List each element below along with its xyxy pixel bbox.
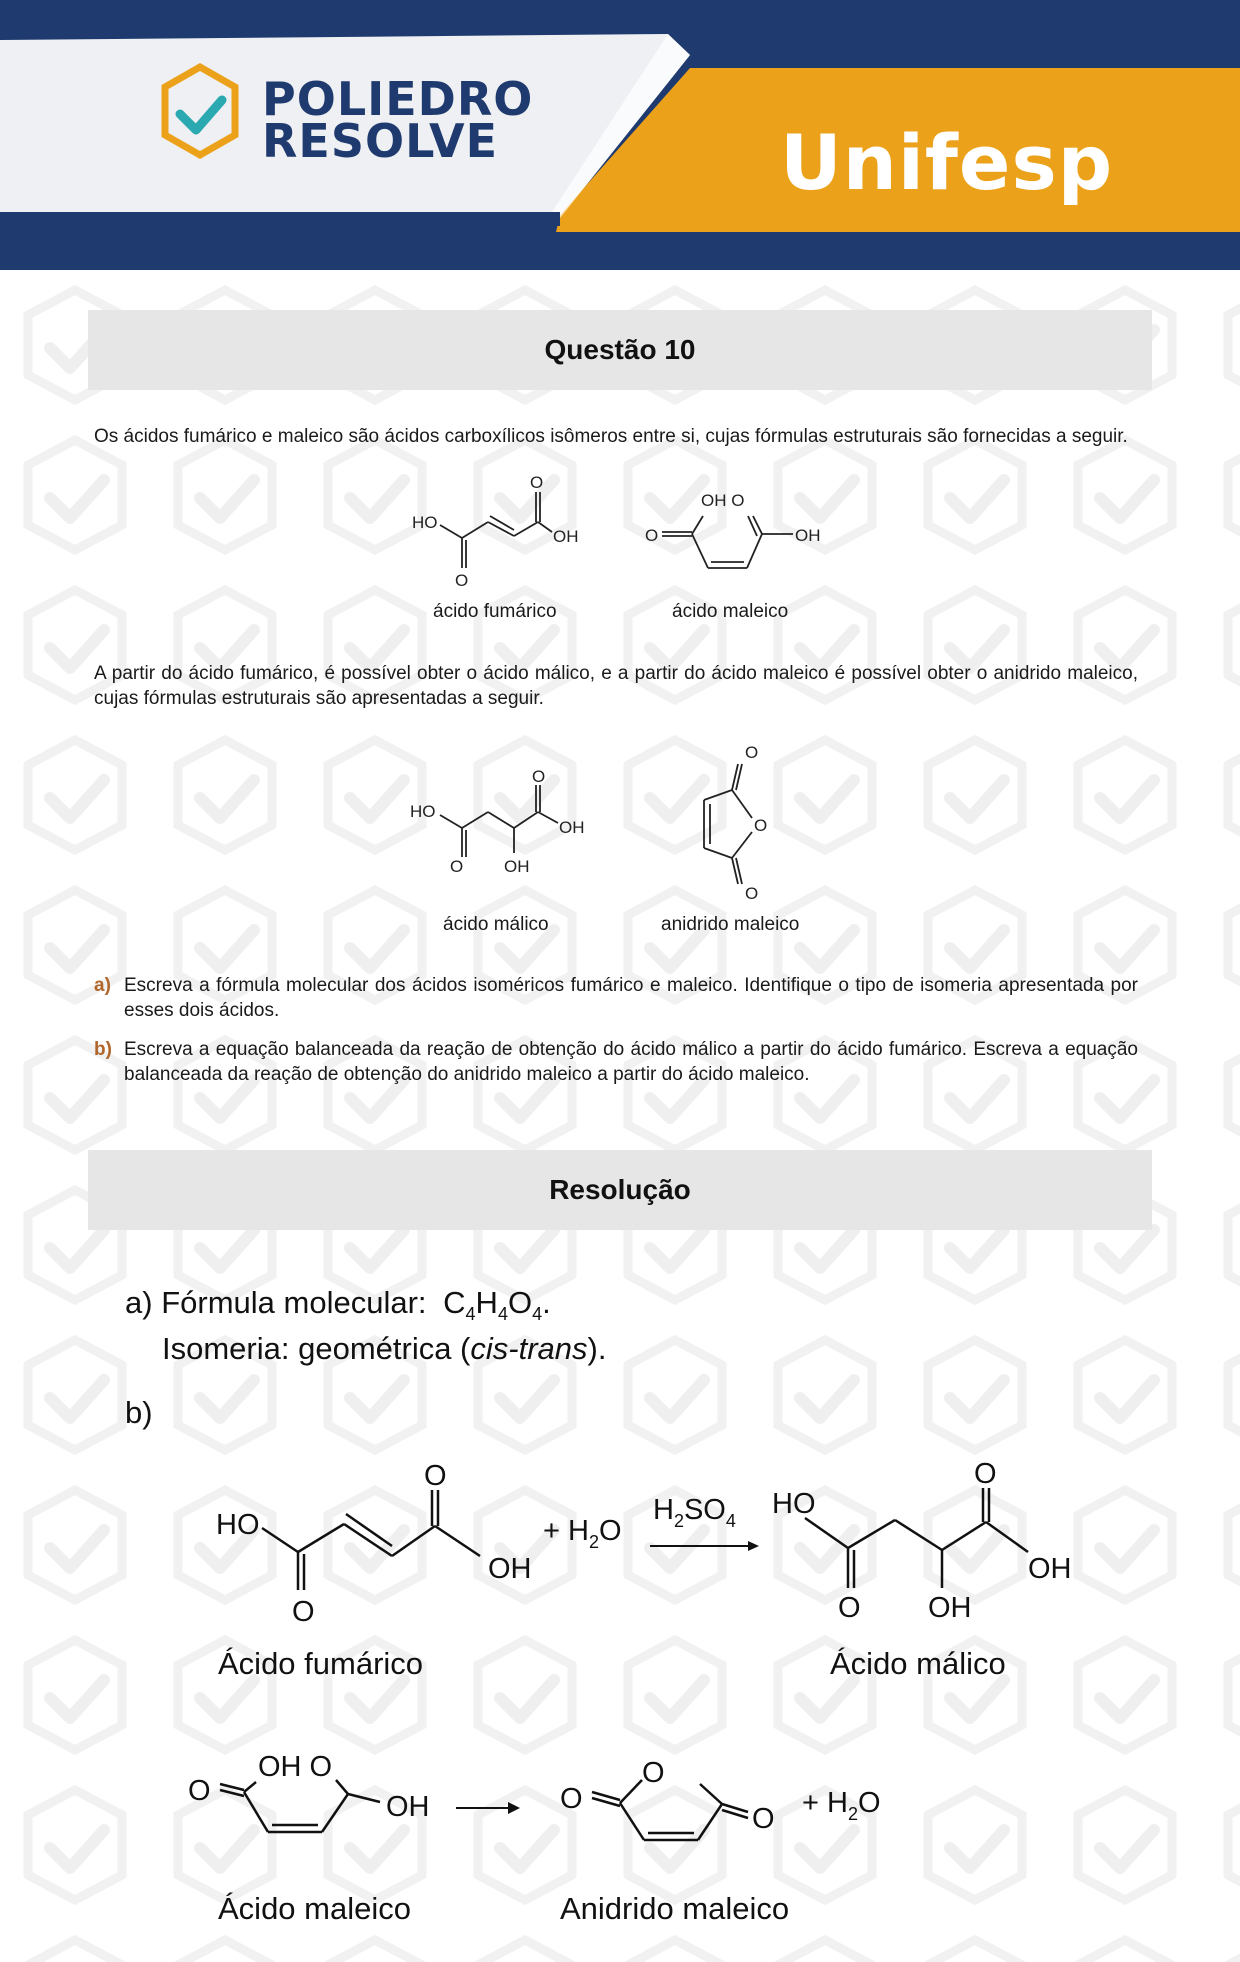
brand-line-2: RESOLVE xyxy=(262,114,499,168)
r1-water-reactant xyxy=(543,1515,622,1552)
struct3-caption: ácido málico xyxy=(443,914,549,935)
item-a-text: Escreva a fórmula molecular dos ácidos isoméricos fumárico e maleico. Identifique o tipo de isomeria apresentada por esses dois ácidos. xyxy=(124,975,1138,1021)
question-item-b xyxy=(94,1037,1138,1087)
r2-reactant-caption: Ácido maleico xyxy=(218,1891,411,1926)
r1-catalyst xyxy=(653,1494,736,1531)
struct2-oh-o-label: OH O xyxy=(701,491,745,510)
answer-a-line1 xyxy=(125,1283,551,1334)
struct2-caption: ácido maleico xyxy=(672,601,789,622)
middle-paragraph: A partir do ácido fumárico, é possível obter o ácido málico, e a partir do ácido maleico é possível obter o anidrido maleico, cujas fórmulas estruturais são apresentadas a seguir. xyxy=(94,663,1138,709)
struct4-caption: anidrido maleico xyxy=(661,914,800,935)
maleic-acid-structure xyxy=(635,480,835,580)
r1-fumaric-ho: HO xyxy=(216,1509,260,1541)
molecular-formula: $C_4H_4O_4$. xyxy=(443,1285,551,1325)
struct2-oh-right-label: OH xyxy=(795,526,821,545)
struct1-ho-label: HO xyxy=(412,513,438,532)
struct4-o-top-label: O xyxy=(745,743,759,762)
r1-fumaric-oh: OH xyxy=(488,1553,532,1585)
r2-water-product xyxy=(802,1787,881,1824)
answer-a-label: a) xyxy=(125,1285,153,1320)
struct1-o-top-label: O xyxy=(530,473,544,492)
struct3-o-bottom-label: O xyxy=(450,857,464,876)
r1-fumaric-o-bottom: O xyxy=(292,1596,315,1628)
struct1-caption: ácido fumárico xyxy=(433,601,557,622)
question-intro: Os ácidos fumárico e maleico são ácidos carboxílicos isômeros entre si, cujas fórmulas estruturais são fornecidas a seguir. xyxy=(94,426,1128,447)
struct3-oh-right-label: OH xyxy=(559,818,585,837)
r1-malic-o-bottom: O xyxy=(838,1592,861,1624)
question-item-a xyxy=(94,973,1138,1023)
fumaric-acid-structure xyxy=(400,470,600,600)
struct2-o-left-label: O xyxy=(645,526,659,545)
item-b-text: Escreva a equação balanceada da reação de obtenção do ácido málico a partir do ácido fumárico. Escreva a equação balanceada da reação de obtenção do anidrido maleico a partir do ácido maleico. xyxy=(124,1039,1138,1085)
struct1-o-bottom-label: O xyxy=(455,571,469,590)
r1-malic-ho: HO xyxy=(772,1488,816,1520)
r2-product-caption: Anidrido maleico xyxy=(560,1891,790,1926)
r2-maleic-oh-o: OH O xyxy=(258,1751,333,1783)
answer-a-line2: Isomeria: geométrica (cis-trans). xyxy=(162,1331,607,1366)
resolution-title: Resolução xyxy=(88,1150,1152,1230)
struct3-ho-label: HO xyxy=(410,802,436,821)
r1-fumaric-o-top: O xyxy=(424,1460,447,1492)
r2-anhydride-o-ring: O xyxy=(642,1757,665,1789)
r1-malic-oh-right: OH xyxy=(1028,1553,1072,1585)
maleic-anhydride-bonds xyxy=(592,1780,748,1840)
struct4-o-ring-label: O xyxy=(754,816,768,835)
r2-anhydride-o-left: O xyxy=(560,1783,583,1815)
reaction-1-scheme xyxy=(200,1460,1100,1650)
r2-maleic-oh-right: OH xyxy=(386,1791,430,1823)
exam-name: Unifesp xyxy=(780,118,1114,207)
svg-text:H2SO4: $H_2SO_4$ xyxy=(653,1494,736,1531)
r2-anhydride-o-right: O xyxy=(752,1803,775,1835)
item-a-label: a) xyxy=(94,975,111,996)
answer-b-label: b) xyxy=(125,1395,153,1430)
answer-a-formula-prefix: Fórmula molecular: xyxy=(161,1285,427,1320)
svg-text:+ H2O: + $H_2O$ xyxy=(543,1515,622,1552)
r1-reactant-caption: Ácido fumárico xyxy=(218,1646,424,1681)
item-b-label: b) xyxy=(94,1039,112,1060)
reaction-2-scheme xyxy=(180,1740,900,1860)
struct1-oh-label: OH xyxy=(553,527,579,546)
svg-text:+ H2O: + $H_2O$ xyxy=(802,1787,881,1824)
struct4-o-bottom-label: O xyxy=(745,884,759,900)
r1-arrow-icon xyxy=(650,1541,759,1551)
r1-malic-oh-bottom: OH xyxy=(928,1592,972,1624)
cis-trans-term: cis-trans xyxy=(470,1331,588,1366)
brand-line-1: POLIEDRO xyxy=(262,72,534,126)
malic-acid-bonds xyxy=(805,1488,1028,1588)
question-title: Questão 10 xyxy=(88,310,1152,390)
maleic-anhydride-structure xyxy=(680,740,800,900)
r2-maleic-o-left: O xyxy=(188,1775,211,1807)
maleic-acid-bonds xyxy=(220,1780,380,1832)
fumaric-acid-bonds xyxy=(262,1490,480,1590)
malic-acid-structure xyxy=(400,765,600,880)
r1-product-caption: Ácido málico xyxy=(830,1646,1006,1681)
struct3-oh-bottom-label: OH xyxy=(504,857,530,876)
r1-malic-o-top: O xyxy=(974,1460,997,1490)
r2-arrow-icon xyxy=(456,1802,520,1814)
struct3-o-top-label: O xyxy=(532,767,546,786)
